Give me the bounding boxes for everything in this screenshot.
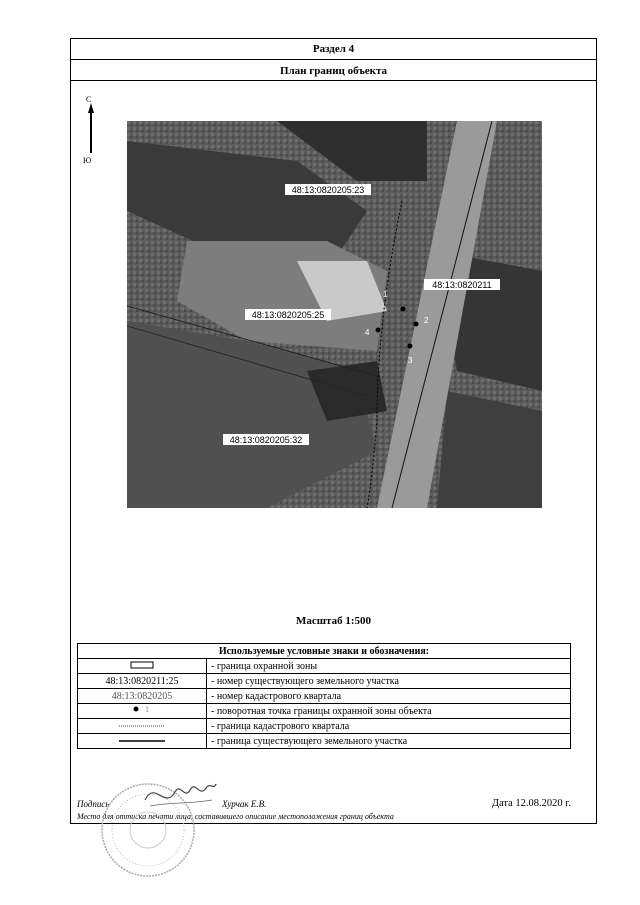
turn-point <box>401 307 406 312</box>
svg-text:1: 1 <box>145 705 149 714</box>
turn-point <box>408 344 413 349</box>
legend-description: - номер кадастрового квартала <box>207 689 571 704</box>
section-title: Раздел 4 <box>71 39 596 60</box>
handwritten-signature <box>140 770 220 818</box>
legend-description: - граница охранной зоны <box>207 659 571 674</box>
scale-label: Масштаб 1:500 <box>295 615 371 627</box>
legend-description: - граница кадастрового квартала <box>207 719 571 734</box>
parcel-label: 48:13:0820211 <box>432 280 492 290</box>
document-date: Дата 12.08.2020 г. <box>491 798 571 809</box>
point-number: 1 <box>383 290 388 299</box>
point-number: 4 <box>365 328 370 337</box>
legend-header: Используемые условные знаки и обозначения: <box>78 644 571 659</box>
legend-symbol: 48:13:0820205 <box>78 689 207 704</box>
legend-symbol <box>78 659 207 674</box>
turn-point <box>414 322 419 327</box>
point-number: 3 <box>408 356 413 365</box>
legend-row <box>78 704 571 719</box>
rectangle-outline-icon <box>130 661 154 669</box>
legend-symbol <box>78 734 207 749</box>
stamp-note: Место для оттиска печати лица, составившего описание местоположения границ объекта <box>77 812 394 821</box>
point-number: 2 <box>424 316 429 325</box>
north-arrow <box>81 95 101 171</box>
north-label: С <box>86 95 92 104</box>
legend-row <box>78 674 571 689</box>
document-frame <box>70 38 597 824</box>
plan-title: План границ объекта <box>71 60 596 81</box>
legend-symbol <box>78 704 207 719</box>
aerial-map <box>127 121 542 508</box>
legend-description: - граница существующего земельного участка <box>207 734 571 749</box>
legend-table <box>77 643 571 749</box>
signature-label: Подпись <box>77 799 110 809</box>
legend-row <box>78 689 571 704</box>
thin-line-icon <box>117 723 167 729</box>
parcel-label: 48:13:0820205:23 <box>291 185 365 195</box>
legend-symbol: 48:13:0820211:25 <box>78 674 207 689</box>
legend-row <box>78 719 571 734</box>
legend-description: - номер существующего земельного участка <box>207 674 571 689</box>
turn-point <box>376 328 381 333</box>
signatory-name: Хурчак Е.В. <box>222 799 267 809</box>
parcel-label: 48:13:0820205:25 <box>251 310 325 320</box>
legend-header-row <box>78 644 571 659</box>
legend-symbol <box>78 719 207 734</box>
thick-line-icon <box>117 738 167 744</box>
legend-row <box>78 659 571 674</box>
legend-description: - поворотная точка границы охранной зоны объекта <box>207 704 571 719</box>
parcel-label: 48:13:0820205:32 <box>229 435 303 445</box>
south-label: Ю <box>83 156 92 165</box>
point-dot-icon <box>130 704 154 714</box>
legend-row <box>78 734 571 749</box>
